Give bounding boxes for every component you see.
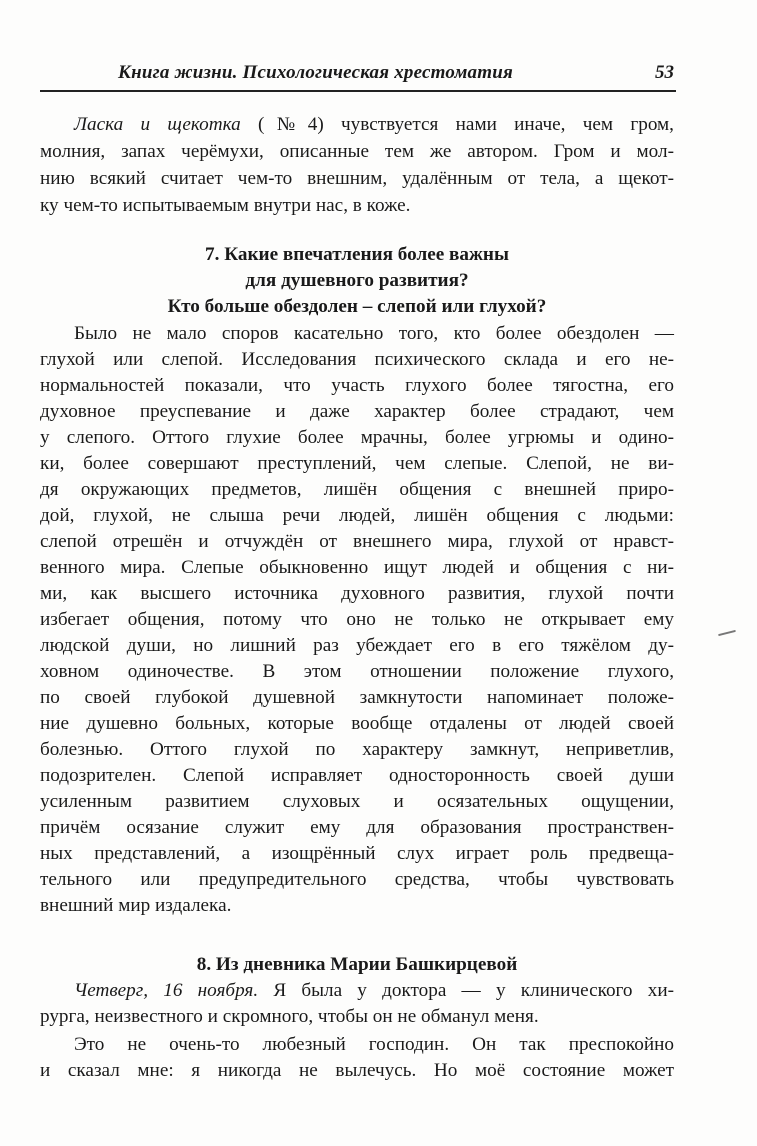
paragraph-line: дя окружающих предметов, лишён общения с внешней приро-: [40, 479, 674, 500]
paragraph-line: ки, более совершают преступлений, чем слепые. Слепой, не ви-: [40, 453, 674, 474]
paragraph-line: глухой или слепой. Исследования психического склада и его не-: [40, 349, 674, 370]
header-title: Книга жизни. Психологическая хрестоматия: [118, 62, 513, 83]
paragraph-line: Было не мало споров касательно того, кто более обездолен —: [74, 323, 674, 344]
paragraph-line: нормальностей показали, что участь глухого более тягостна, его: [40, 375, 674, 396]
paragraph-line: ховном одиночестве. В этом отношении положение глухого,: [40, 661, 674, 682]
paragraph-line: Это не очень-то любезный господин. Он так преспокойно: [74, 1034, 674, 1055]
scan-speck: [718, 630, 736, 636]
section-heading: 7. Какие впечатления более важны: [205, 244, 509, 265]
header-rule: [40, 90, 676, 92]
paragraph-line: тельного или предупредительного средства, чтобы чувствовать: [40, 869, 674, 890]
paragraph-line: у слепого. Оттого глухие более мрачны, более угрюмы и одино-: [40, 427, 674, 448]
italic-lead: Ласка и щекотка: [74, 114, 241, 135]
paragraph-line: венного мира. Слепые обыкновенно ищут людей и общения с ни-: [40, 557, 674, 578]
paragraph-line: дой, глухой, не слыша речи людей, лишён общения с людьми:: [40, 505, 674, 526]
section-heading: для душевного развития?: [245, 270, 469, 291]
paragraph-line: и сказал мне: я никогда не вылечусь. Но моё состояние может: [40, 1060, 674, 1081]
paragraph-line: по своей глубокой душевной замкнутости напоминает положе-: [40, 687, 674, 708]
paragraph-line: ние душевно больных, которые вообще отдалены от людей своей: [40, 713, 674, 734]
section-heading: Кто больше обездолен – слепой или глухой?: [167, 296, 547, 317]
paragraph-line: ных представлений, а изощрённый слух играет роль предвеща-: [40, 843, 674, 864]
paragraph-line: ку чем-то испытываемым внутри нас, в коже.: [40, 195, 411, 216]
running-header: [118, 62, 674, 90]
section-heading: 8. Из дневника Марии Башкирцевой: [196, 954, 518, 975]
paragraph-line: причём осязание служит ему для образования пространствен-: [40, 817, 674, 838]
paragraph-line: Ласка и щекотка (№4) чувствуется нами иначе, чем гром,: [74, 114, 674, 135]
paragraph-line: ми, как высшего источника духовного развития, глухой почти: [40, 583, 674, 604]
paragraph-line: избегает общения, потому что оно не только не открывает ему: [40, 609, 674, 630]
paragraph-line: подозрителен. Слепой исправляет односторонность своей души: [40, 765, 674, 786]
paragraph-line: слепой отрешён и отчуждён от внешнего мира, глухой от нравст-: [40, 531, 674, 552]
paragraph-line: нию всякий считает чем-то внешним, удалённым от тела, а щекот-: [40, 168, 674, 189]
paragraph-line: духовное преуспевание и даже характер более страдают, чем: [40, 401, 674, 422]
paragraph-line: рурга, неизвестного и скромного, чтобы он не обманул меня.: [40, 1006, 539, 1027]
paragraph-line: людской души, но лишний раз убеждает его в его тяжёлом ду-: [40, 635, 674, 656]
paragraph-line: молния, запах черёмухи, описанные тем же автором. Гром и мол-: [40, 141, 674, 162]
paragraph-line: усиленным развитием слуховых и осязательных ощущении,: [40, 791, 674, 812]
paragraph-line: внешний мир издалека.: [40, 895, 232, 916]
italic-date: Четверг, 16 ноября.: [74, 980, 259, 1001]
paragraph-line: Четверг, 16 ноября. Я была у доктора — у клинического хи-: [74, 980, 674, 1001]
page-number: 53: [655, 62, 674, 83]
paragraph-line: болезнью. Оттого глухой по характеру замкнут, неприветлив,: [40, 739, 674, 760]
